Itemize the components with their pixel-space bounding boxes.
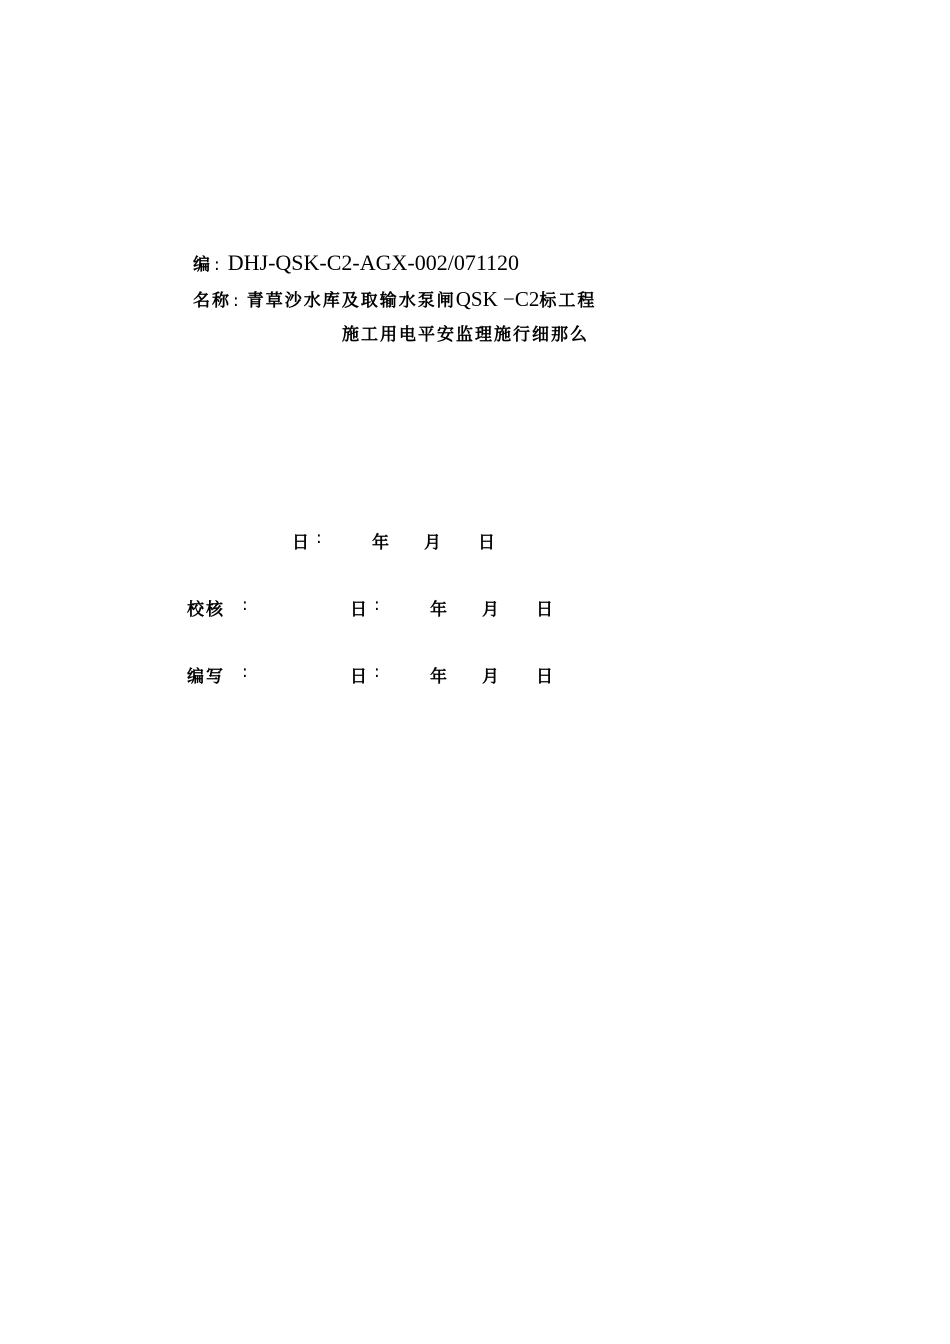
day-label: 日	[478, 533, 497, 553]
name-part-1: 青草沙水库及取输水泵闸	[246, 291, 456, 311]
code-separator: :	[214, 255, 220, 275]
document-name-line	[193, 286, 596, 312]
day-label: 日	[536, 667, 555, 687]
date-separator: :	[374, 595, 380, 615]
date-label: 日	[350, 600, 369, 620]
month-label: 月	[424, 533, 443, 553]
date-label: 日	[350, 667, 369, 687]
name-label: 名称	[193, 291, 231, 311]
document-code: DHJ-QSK-C2-AGX-002/071120	[227, 250, 520, 275]
reviewer-label: 校核	[187, 600, 225, 620]
day-label: 日	[536, 600, 555, 620]
year-label: 年	[430, 600, 449, 620]
reviewer-separator: :	[242, 595, 248, 615]
date-label: 日	[292, 533, 311, 553]
document-code-line	[193, 250, 519, 276]
year-label: 年	[430, 667, 449, 687]
date-separator: :	[374, 662, 380, 682]
date-separator: :	[316, 528, 322, 548]
author-separator: :	[242, 662, 248, 682]
name-separator: :	[233, 291, 239, 311]
name-part-2: QSK −C2	[455, 287, 540, 311]
name-part-3: 标工程	[539, 291, 597, 311]
month-label: 月	[482, 600, 501, 620]
document-name-line-2: 施工用电平安监理施行细那么	[342, 325, 589, 345]
year-label: 年	[372, 533, 391, 553]
author-label: 编写	[187, 667, 225, 687]
month-label: 月	[482, 667, 501, 687]
code-label: 编	[193, 255, 212, 275]
